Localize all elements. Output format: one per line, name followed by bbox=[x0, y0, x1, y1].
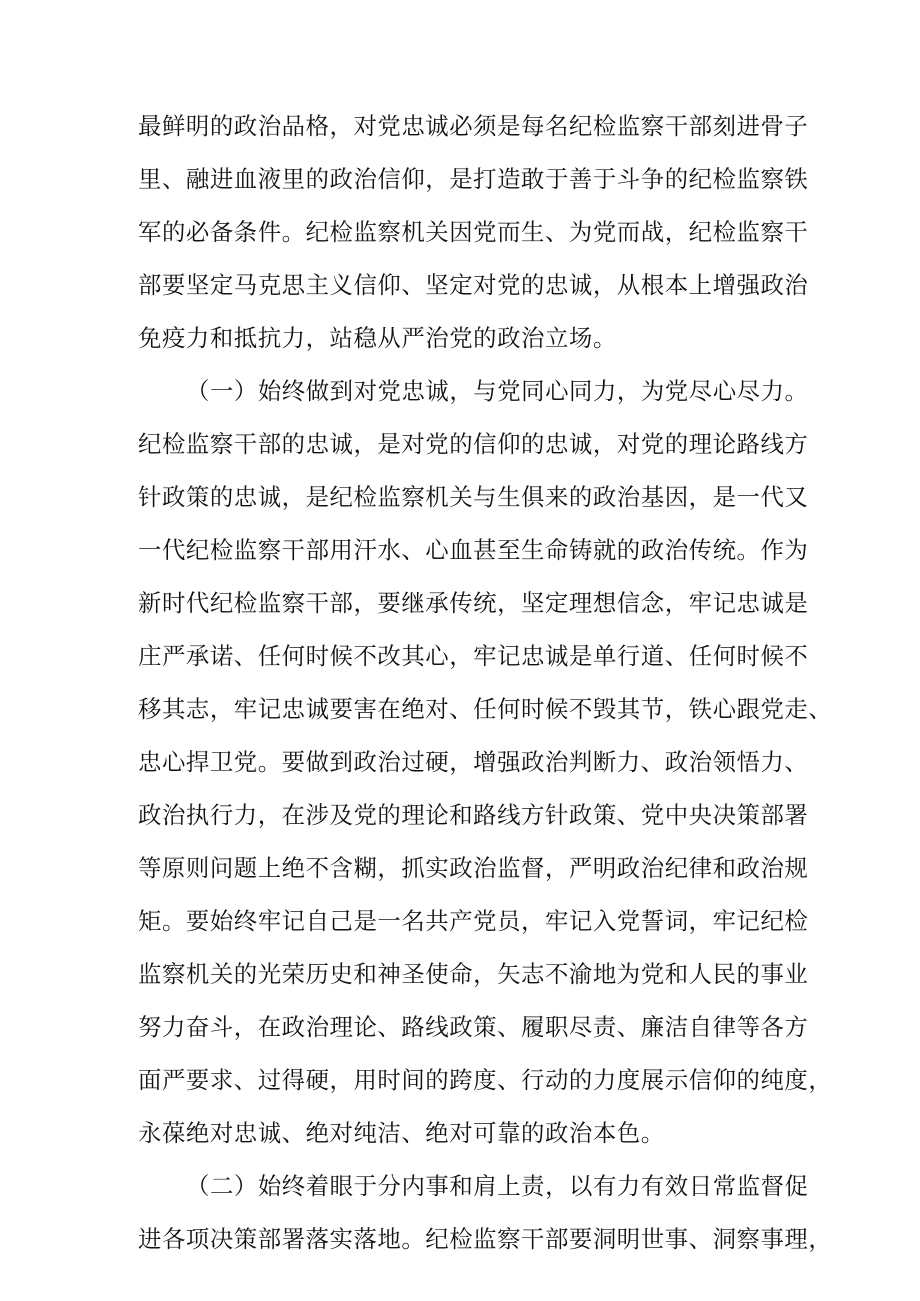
paragraph-2-line-6: 庄严承诺、任何时候不改其心，牢记忠诚是单行道、任何时候不 bbox=[138, 642, 809, 670]
paragraph-1-line-2: 里、融进血液里的政治信仰，是打造敢于善于斗争的纪检监察铁 bbox=[138, 165, 809, 193]
paragraph-1-line-4: 部要坚定马克思主义信仰、坚定对党的忠诚，从根本上增强政治 bbox=[138, 271, 809, 299]
paragraph-2-line-14: 面严要求、过得硬，用时间的跨度、行动的力度展示信仰的纯度， bbox=[138, 1066, 833, 1094]
paragraph-2-line-13: 努力奋斗，在政治理论、路线政策、履职尽责、廉洁自律等各方 bbox=[138, 1013, 809, 1041]
paragraph-2-line-2: 纪检监察干部的忠诚，是对党的信仰的忠诚，对党的理论路线方 bbox=[138, 430, 809, 458]
paragraph-2-line-3: 针政策的忠诚，是纪检监察机关与生俱来的政治基因，是一代又 bbox=[138, 483, 809, 511]
paragraph-1-line-5: 免疫力和抵抗力，站稳从严治党的政治立场。 bbox=[138, 324, 617, 352]
paragraph-1-line-3: 军的必备条件。纪检监察机关因党而生、为党而战，纪检监察干 bbox=[138, 218, 809, 246]
paragraph-3-line-2: 进各项决策部署落实落地。纪检监察干部要洞明世事、洞察事理， bbox=[138, 1225, 833, 1253]
paragraph-2-line-9: 政治执行力，在涉及党的理论和路线方针政策、党中央决策部署 bbox=[138, 801, 809, 829]
paragraph-2-line-5: 新时代纪检监察干部，要继承传统，坚定理想信念，牢记忠诚是 bbox=[138, 589, 809, 617]
paragraph-2-line-10: 等原则问题上绝不含糊，抓实政治监督，严明政治纪律和政治规 bbox=[138, 854, 809, 882]
section-1-heading-line: （一）始终做到对党忠诚，与党同心同力，为党尽心尽力。 bbox=[186, 377, 809, 405]
paragraph-2-line-15: 永葆绝对忠诚、绝对纯洁、绝对可靠的政治本色。 bbox=[138, 1119, 665, 1147]
paragraph-2-line-4: 一代纪检监察干部用汗水、心血甚至生命铸就的政治传统。作为 bbox=[138, 536, 809, 564]
paragraph-1-line-1: 最鲜明的政治品格，对党忠诚必须是每名纪检监察干部刻进骨子 bbox=[138, 112, 809, 140]
section-2-heading-line: （二）始终着眼于分内事和肩上责，以有力有效日常监督促 bbox=[186, 1172, 809, 1200]
paragraph-2-line-7: 移其志，牢记忠诚要害在绝对、任何时候不毁其节，铁心跟党走、 bbox=[138, 695, 833, 723]
paragraph-2-line-12: 监察机关的光荣历史和神圣使命，矢志不渝地为党和人民的事业 bbox=[138, 960, 809, 988]
paragraph-2-line-8: 忠心捍卫党。要做到政治过硬，增强政治判断力、政治领悟力、 bbox=[138, 748, 809, 776]
paragraph-2-line-11: 矩。要始终牢记自己是一名共产党员，牢记入党誓词，牢记纪检 bbox=[138, 907, 809, 935]
